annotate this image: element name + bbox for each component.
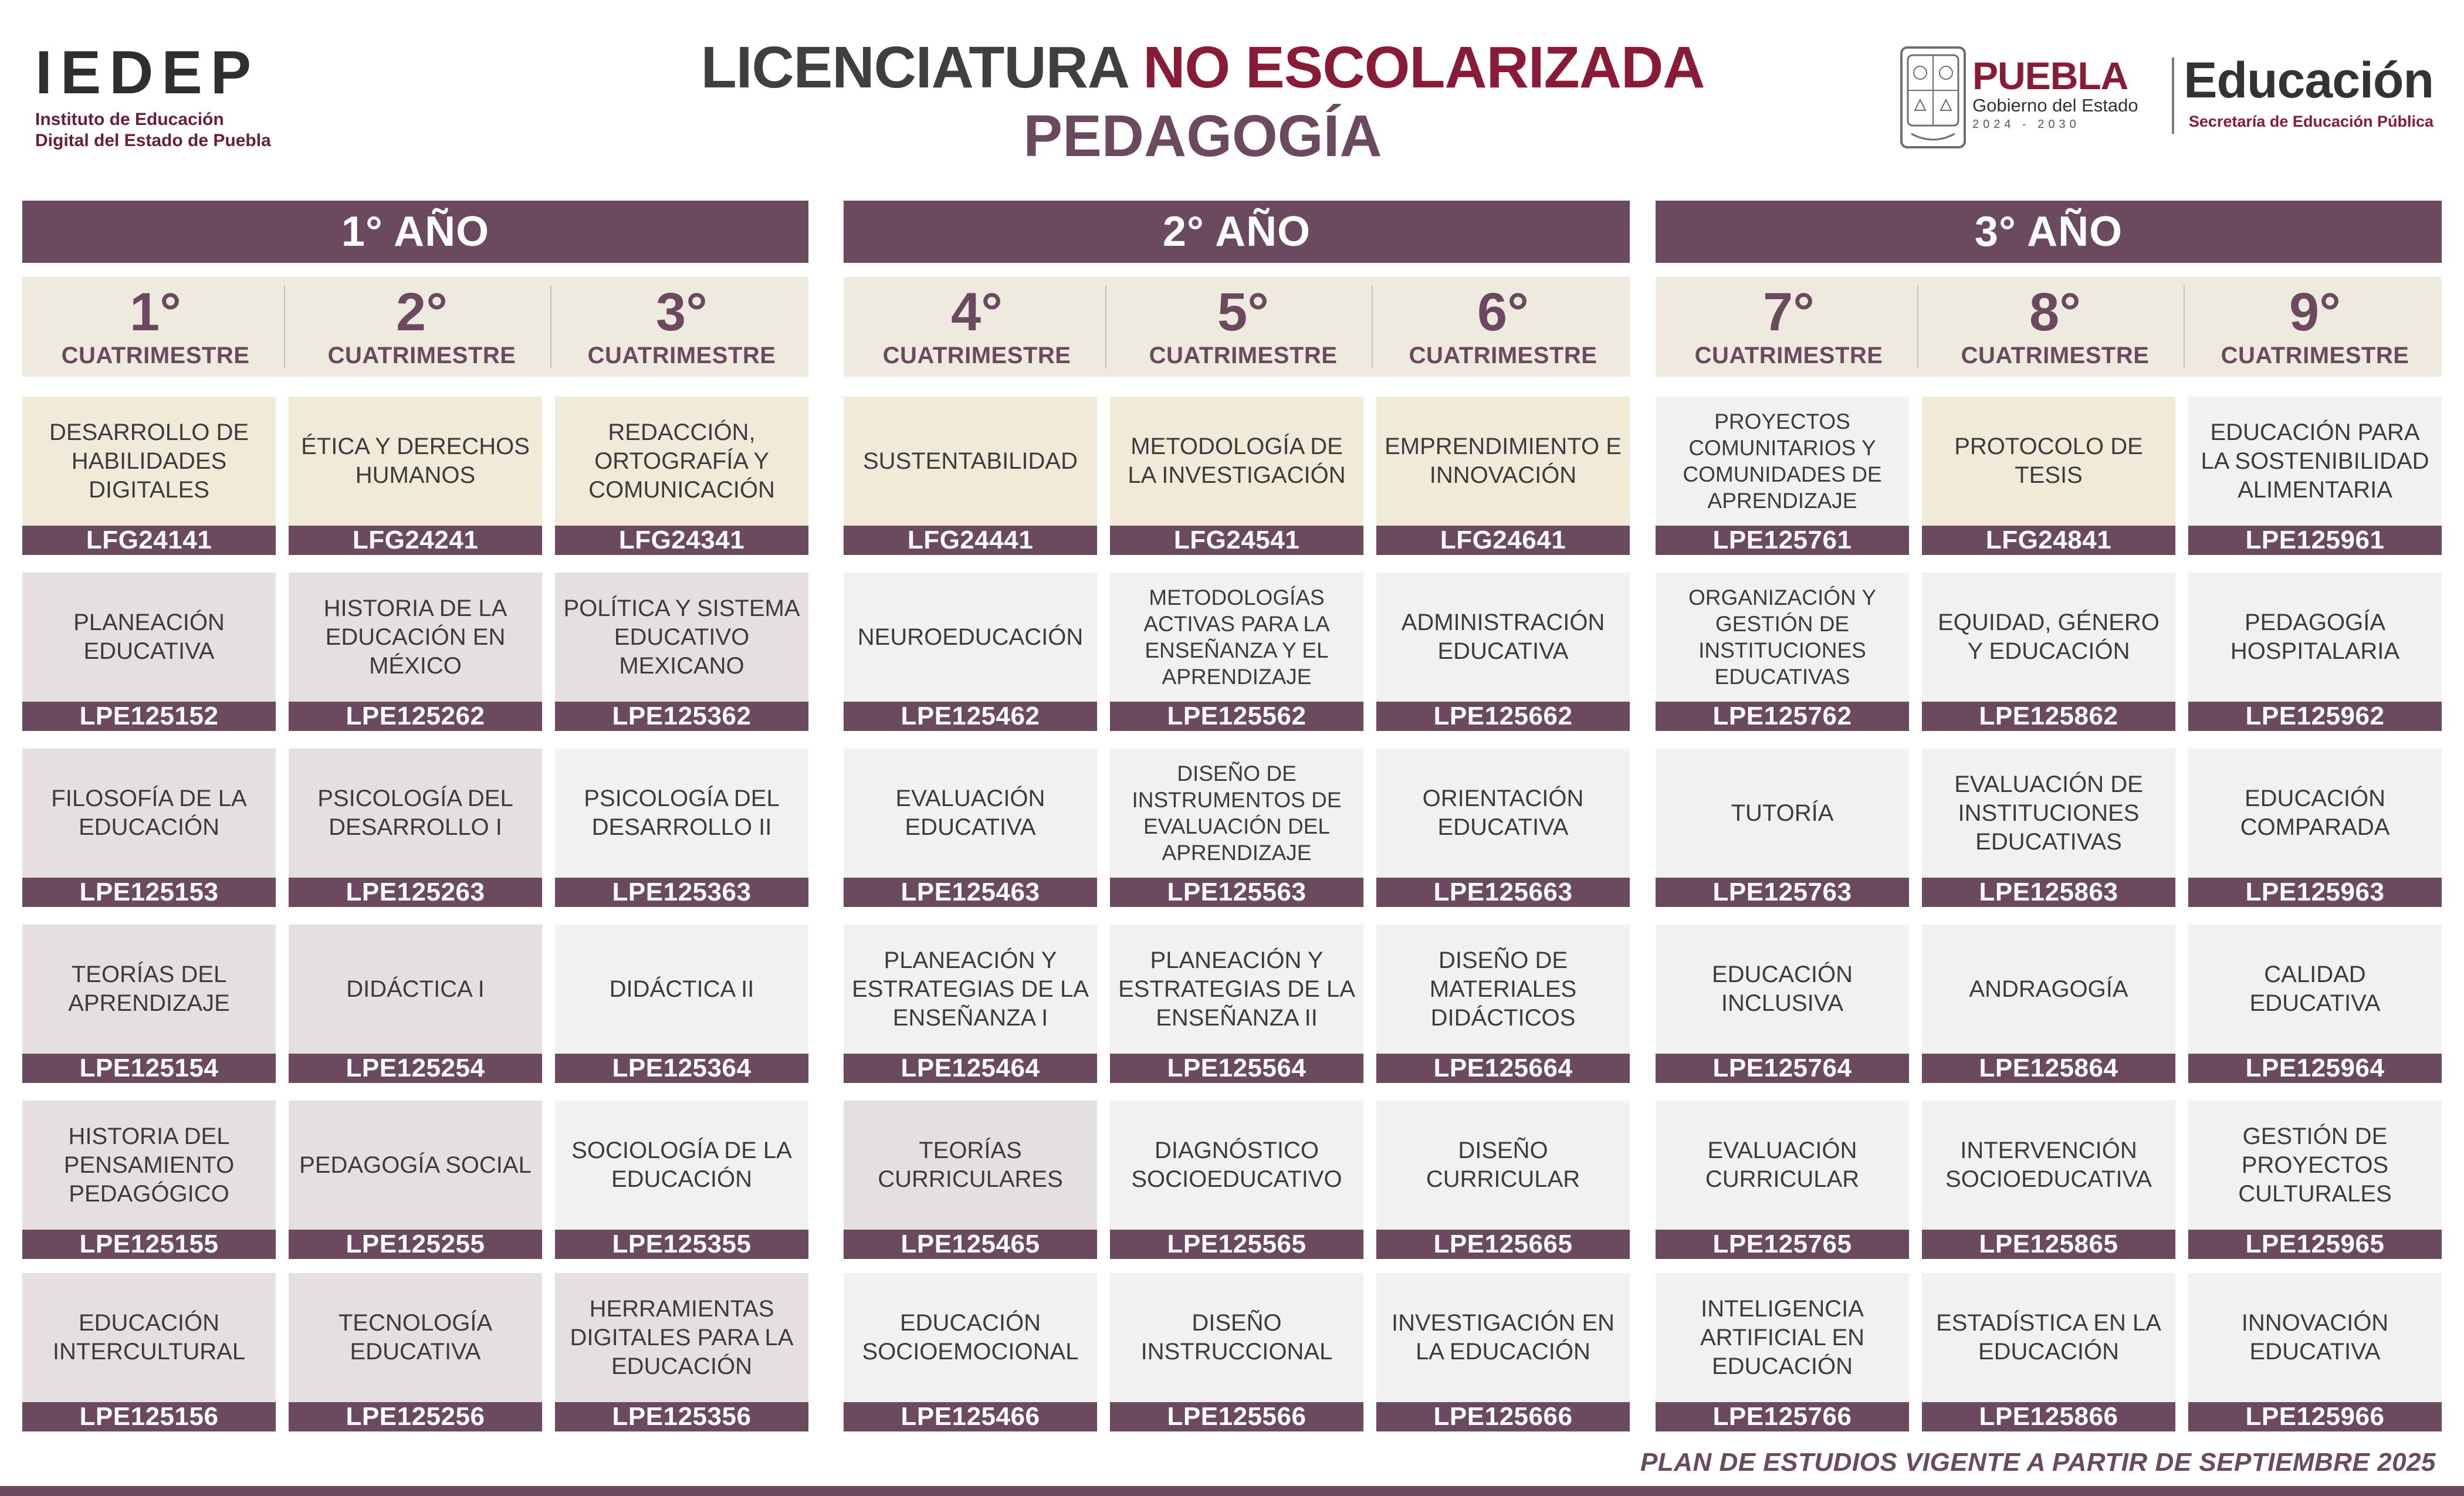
title-part2: NO ESCOLARIZADA — [1143, 35, 1705, 100]
course-name: EQUIDAD, GÉNERO Y EDUCACIÓN — [1938, 610, 2160, 664]
course-name: TECNOLOGÍA EDUCATIVA — [338, 1310, 493, 1365]
course-code: LPE125564 — [1110, 1054, 1363, 1083]
course-code: LPE125156 — [22, 1402, 276, 1431]
plan-note: PLAN DE ESTUDIOS VIGENTE A PARTIR DE SEPTIEMBRE 2025 — [1640, 1448, 2436, 1477]
course-code: LPE125666 — [1376, 1402, 1630, 1431]
course-card — [844, 925, 1097, 1083]
course-code: LPE125662 — [1376, 702, 1630, 731]
term-label: CUATRIMESTRE — [1409, 343, 1597, 368]
course-name: POLÍTICA Y SISTEMA EDUCATIVO MEXICANO — [563, 595, 800, 679]
course-card — [2188, 1273, 2442, 1431]
term-header — [844, 277, 1110, 377]
course-code: LPE125355 — [555, 1230, 808, 1259]
course-code: LPE125864 — [1922, 1054, 2175, 1083]
course-card — [1376, 573, 1630, 731]
course-name: EDUCACIÓN INCLUSIVA — [1711, 962, 1853, 1016]
bottom-accent-bar — [0, 1486, 2464, 1496]
course-card — [1376, 925, 1630, 1083]
term-header — [1376, 277, 1630, 377]
course-card — [289, 397, 542, 555]
course-name: METODOLOGÍA DE LA INVESTIGACIÓN — [1128, 434, 1346, 488]
course-code: LPE125865 — [1922, 1230, 2175, 1259]
course-code: LPE125256 — [289, 1402, 542, 1431]
course-code: LPE125263 — [289, 878, 542, 907]
course-card — [555, 397, 808, 555]
year-header: 2° AÑO — [844, 201, 1630, 263]
course-code: LFG24241 — [289, 526, 542, 555]
term-header-band — [1656, 277, 2442, 377]
course-name: DIDÁCTICA I — [346, 976, 485, 1002]
course-card — [1376, 749, 1630, 907]
term-header-band — [22, 277, 808, 377]
course-code: LPE125962 — [2188, 702, 2442, 731]
course-card — [289, 573, 542, 731]
course-name: CALIDAD EDUCATIVA — [2249, 962, 2381, 1016]
course-name: EVALUACIÓN DE INSTITUCIONES EDUCATIVAS — [1954, 771, 2143, 855]
course-card — [2188, 397, 2442, 555]
course-code: LPE125565 — [1110, 1230, 1363, 1259]
course-code: LPE125464 — [844, 1054, 1097, 1083]
course-card — [289, 749, 542, 907]
term-number: 2° — [396, 282, 448, 342]
course-card — [22, 397, 276, 555]
puebla-seal-icon — [1900, 46, 1967, 149]
term-number: 3° — [656, 282, 708, 342]
course-card — [1922, 573, 2175, 731]
course-name: PLANEACIÓN EDUCATIVA — [73, 610, 225, 664]
term-header — [2188, 277, 2442, 377]
course-code: LPE125765 — [1656, 1230, 1909, 1259]
course-name: PEDAGOGÍA SOCIAL — [299, 1152, 532, 1178]
course-code: LPE125866 — [1922, 1402, 2175, 1431]
term-header — [22, 277, 289, 377]
course-name: SUSTENTABILIDAD — [863, 448, 1078, 474]
course-card — [555, 1101, 808, 1259]
term-number: 4° — [951, 282, 1003, 342]
course-name: INVESTIGACIÓN EN LA EDUCACIÓN — [1391, 1310, 1615, 1365]
term-number: 6° — [1477, 282, 1529, 342]
course-code: LPE125466 — [844, 1402, 1097, 1431]
course-card — [1656, 749, 1909, 907]
course-name: DIAGNÓSTICO SOCIOEDUCATIVO — [1131, 1138, 1342, 1192]
course-name: EDUCACIÓN PARA LA SOSTENIBILIDAD ALIMENTARIA — [2201, 419, 2429, 503]
term-label: CUATRIMESTRE — [2221, 343, 2409, 368]
course-name: PEDAGOGÍA HOSPITALARIA — [2230, 610, 2400, 664]
course-card — [1922, 925, 2175, 1083]
course-name: EDUCACIÓN INTERCULTURAL — [52, 1310, 246, 1365]
course-card — [1376, 1273, 1630, 1431]
term-label: CUATRIMESTRE — [882, 343, 1071, 368]
course-name: FILOSOFÍA DE LA EDUCACIÓN — [51, 786, 247, 840]
course-code: LFG24341 — [555, 526, 808, 555]
title-part1: LICENCIATURA — [700, 35, 1128, 100]
course-card — [1922, 1273, 2175, 1431]
course-card — [1110, 1273, 1363, 1431]
course-card — [1110, 397, 1363, 555]
course-name: GESTIÓN DE PROYECTOS CULTURALES — [2238, 1123, 2392, 1207]
course-name: ORIENTACIÓN EDUCATIVA — [1422, 786, 1584, 840]
term-divider — [1105, 285, 1106, 368]
course-code: LPE125362 — [555, 702, 808, 731]
course-code: LFG24841 — [1922, 526, 2175, 555]
course-card — [1110, 749, 1363, 907]
course-name: TEORÍAS CURRICULARES — [878, 1138, 1063, 1192]
course-code: LPE125262 — [289, 702, 542, 731]
term-header — [1110, 277, 1376, 377]
term-header — [1656, 277, 1922, 377]
iedep-name-line1: Instituto de Educación — [35, 110, 224, 129]
course-card — [1922, 749, 2175, 907]
course-name: HERRAMIENTAS DIGITALES PARA LA EDUCACIÓN — [570, 1295, 794, 1379]
course-code: LPE125566 — [1110, 1402, 1363, 1431]
course-name: DESARROLLO DE HABILIDADES DIGITALES — [49, 419, 249, 503]
course-code: LPE125665 — [1376, 1230, 1630, 1259]
course-name: HISTORIA DEL PENSAMIENTO PEDAGÓGICO — [63, 1123, 235, 1207]
course-card — [844, 573, 1097, 731]
course-name: EMPRENDIMIENTO E INNOVACIÓN — [1385, 434, 1622, 488]
course-code: LPE125763 — [1656, 878, 1909, 907]
course-name: PLANEACIÓN Y ESTRATEGIAS DE LA ENSEÑANZA I — [852, 947, 1089, 1031]
course-card — [844, 397, 1097, 555]
course-code: LPE125963 — [2188, 878, 2442, 907]
course-card — [844, 1273, 1097, 1431]
course-card — [1110, 573, 1363, 731]
term-number: 8° — [2029, 282, 2081, 342]
course-card — [2188, 925, 2442, 1083]
term-number: 7° — [1763, 282, 1815, 342]
course-card — [844, 1101, 1097, 1259]
course-name: INTERVENCIÓN SOCIOEDUCATIVA — [1945, 1138, 2152, 1192]
course-code: LPE125761 — [1656, 526, 1909, 555]
course-code: LPE125155 — [22, 1230, 276, 1259]
term-divider — [2184, 285, 2185, 368]
course-name: PSICOLOGÍA DEL DESARROLLO I — [317, 786, 513, 840]
term-label: CUATRIMESTRE — [327, 343, 516, 368]
course-name: ESTADÍSTICA EN LA EDUCACIÓN — [1936, 1310, 2161, 1365]
course-code: LPE125762 — [1656, 702, 1909, 731]
term-divider — [550, 285, 551, 368]
term-number: 9° — [2289, 282, 2341, 342]
course-card — [22, 925, 276, 1083]
gov-name: PUEBLA — [1972, 54, 2128, 97]
course-code: LPE125363 — [555, 878, 808, 907]
course-code: LPE125465 — [844, 1230, 1097, 1259]
course-card — [1110, 1101, 1363, 1259]
course-name: DIDÁCTICA II — [609, 976, 754, 1002]
edu-title: Educación — [2184, 52, 2433, 109]
term-divider — [284, 285, 285, 368]
iedep-name-line2: Digital del Estado de Puebla — [35, 131, 271, 150]
course-name: ADMINISTRACIÓN EDUCATIVA — [1401, 610, 1605, 664]
term-label: CUATRIMESTRE — [1694, 343, 1883, 368]
iedep-wordmark: IEDEP — [35, 39, 260, 107]
course-code: LFG24141 — [22, 526, 276, 555]
course-card — [555, 925, 808, 1083]
term-divider — [1917, 285, 1918, 368]
course-card — [1656, 573, 1909, 731]
course-card — [1656, 925, 1909, 1083]
course-card — [1656, 1101, 1909, 1259]
term-label: CUATRIMESTRE — [1149, 343, 1338, 368]
title-line — [645, 35, 1760, 100]
government-logos — [1900, 46, 2433, 151]
course-code: LPE125961 — [2188, 526, 2442, 555]
course-card — [22, 749, 276, 907]
course-code: LPE125964 — [2188, 1054, 2442, 1083]
course-name: ORGANIZACIÓN Y GESTIÓN DE INSTITUCIONES EDUCATIVAS — [1688, 585, 1877, 689]
course-card — [1656, 1273, 1909, 1431]
course-name: TUTORÍA — [1731, 800, 1834, 826]
term-header — [289, 277, 555, 377]
course-code: LPE125364 — [555, 1054, 808, 1083]
course-code: LPE125152 — [22, 702, 276, 731]
course-name: HISTORIA DE LA EDUCACIÓN EN MÉXICO — [323, 595, 507, 679]
course-card — [1922, 1101, 2175, 1259]
course-name: REDACCIÓN, ORTOGRAFÍA Y COMUNICACIÓN — [588, 419, 775, 503]
course-code: LPE125356 — [555, 1402, 808, 1431]
term-label: CUATRIMESTRE — [587, 343, 776, 368]
gov-subtitle: Gobierno del Estado — [1972, 95, 2138, 116]
course-code: LPE125764 — [1656, 1054, 1909, 1083]
course-code: LFG24541 — [1110, 526, 1363, 555]
course-code: LPE125965 — [2188, 1230, 2442, 1259]
course-code: LPE125463 — [844, 878, 1097, 907]
course-card — [555, 1273, 808, 1431]
term-header-band — [844, 277, 1630, 377]
course-code: LPE125563 — [1110, 878, 1363, 907]
course-card — [1656, 397, 1909, 555]
course-card — [289, 1273, 542, 1431]
course-name: PROTOCOLO DE TESIS — [1954, 434, 2143, 488]
course-name: SOCIOLOGÍA DE LA EDUCACIÓN — [571, 1138, 792, 1192]
course-code: LPE125663 — [1376, 878, 1630, 907]
course-name: DISEÑO CURRICULAR — [1426, 1138, 1580, 1192]
course-code: LFG24641 — [1376, 526, 1630, 555]
course-card — [22, 1273, 276, 1431]
course-card — [289, 925, 542, 1083]
course-card — [22, 573, 276, 731]
course-name: NEUROEDUCACIÓN — [857, 624, 1084, 650]
term-number: 1° — [130, 282, 181, 342]
term-header — [1922, 277, 2188, 377]
course-code: LPE125863 — [1922, 878, 2175, 907]
term-label: CUATRIMESTRE — [1961, 343, 2150, 368]
edu-subtitle: Secretaría de Educación Pública — [2188, 113, 2433, 130]
course-name: DISEÑO DE INSTRUMENTOS DE EVALUACIÓN DEL APRENDIZAJE — [1132, 761, 1342, 865]
course-name: ÉTICA Y DERECHOS HUMANOS — [301, 434, 530, 488]
course-code: LPE125254 — [289, 1054, 542, 1083]
course-name: PLANEACIÓN Y ESTRATEGIAS DE LA ENSEÑANZA II — [1118, 947, 1355, 1031]
course-name: INTELIGENCIA ARTIFICIAL EN EDUCACIÓN — [1700, 1295, 1865, 1379]
logo-divider — [2172, 57, 2174, 134]
course-code: LFG24441 — [844, 526, 1097, 555]
year-header: 1° AÑO — [22, 201, 808, 263]
course-name: EVALUACIÓN EDUCATIVA — [895, 786, 1045, 840]
term-number: 5° — [1217, 282, 1269, 342]
gov-period: 2024 - 2030 — [1972, 118, 2080, 131]
course-card — [844, 749, 1097, 907]
course-code: LPE125153 — [22, 878, 276, 907]
course-card — [555, 749, 808, 907]
course-name: METODOLOGÍAS ACTIVAS PARA LA ENSEÑANZA Y EL APRENDIZAJE — [1143, 585, 1330, 689]
course-card — [1376, 1101, 1630, 1259]
term-header — [555, 277, 808, 377]
course-name: EDUCACIÓN SOCIOEMOCIONAL — [862, 1310, 1079, 1365]
course-code: LPE125664 — [1376, 1054, 1630, 1083]
course-code: LPE125255 — [289, 1230, 542, 1259]
course-name: DISEÑO INSTRUCCIONAL — [1140, 1310, 1333, 1365]
course-card — [555, 573, 808, 731]
course-card — [22, 1101, 276, 1259]
course-card — [1922, 397, 2175, 555]
course-name: EDUCACIÓN COMPARADA — [2240, 786, 2390, 840]
course-card — [2188, 1101, 2442, 1259]
course-name: PSICOLOGÍA DEL DESARROLLO II — [584, 786, 780, 840]
program-name: PEDAGOGÍA — [1023, 103, 1382, 169]
course-code: LPE125862 — [1922, 702, 2175, 731]
term-label: CUATRIMESTRE — [61, 343, 250, 368]
year-header: 3° AÑO — [1656, 201, 2442, 263]
course-card — [2188, 573, 2442, 731]
course-name: INNOVACIÓN EDUCATIVA — [2241, 1310, 2389, 1365]
course-name: EVALUACIÓN CURRICULAR — [1705, 1138, 1860, 1192]
course-card — [1110, 925, 1363, 1083]
course-name: ANDRAGOGÍA — [1969, 976, 2128, 1002]
course-card — [2188, 749, 2442, 907]
course-code: LPE125766 — [1656, 1402, 1909, 1431]
iedep-logo — [35, 39, 271, 151]
course-code: LPE125462 — [844, 702, 1097, 731]
term-divider — [1372, 285, 1373, 368]
page-title — [645, 35, 1760, 171]
course-code: LPE125154 — [22, 1054, 276, 1083]
course-name: DISEÑO DE MATERIALES DIDÁCTICOS — [1429, 947, 1577, 1031]
course-card — [1376, 397, 1630, 555]
course-name: PROYECTOS COMUNITARIOS Y COMUNIDADES DE APRENDIZAJE — [1683, 409, 1882, 513]
course-card — [289, 1101, 542, 1259]
course-code: LPE125966 — [2188, 1402, 2442, 1431]
course-name: TEORÍAS DEL APRENDIZAJE — [68, 962, 230, 1016]
course-code: LPE125562 — [1110, 702, 1363, 731]
